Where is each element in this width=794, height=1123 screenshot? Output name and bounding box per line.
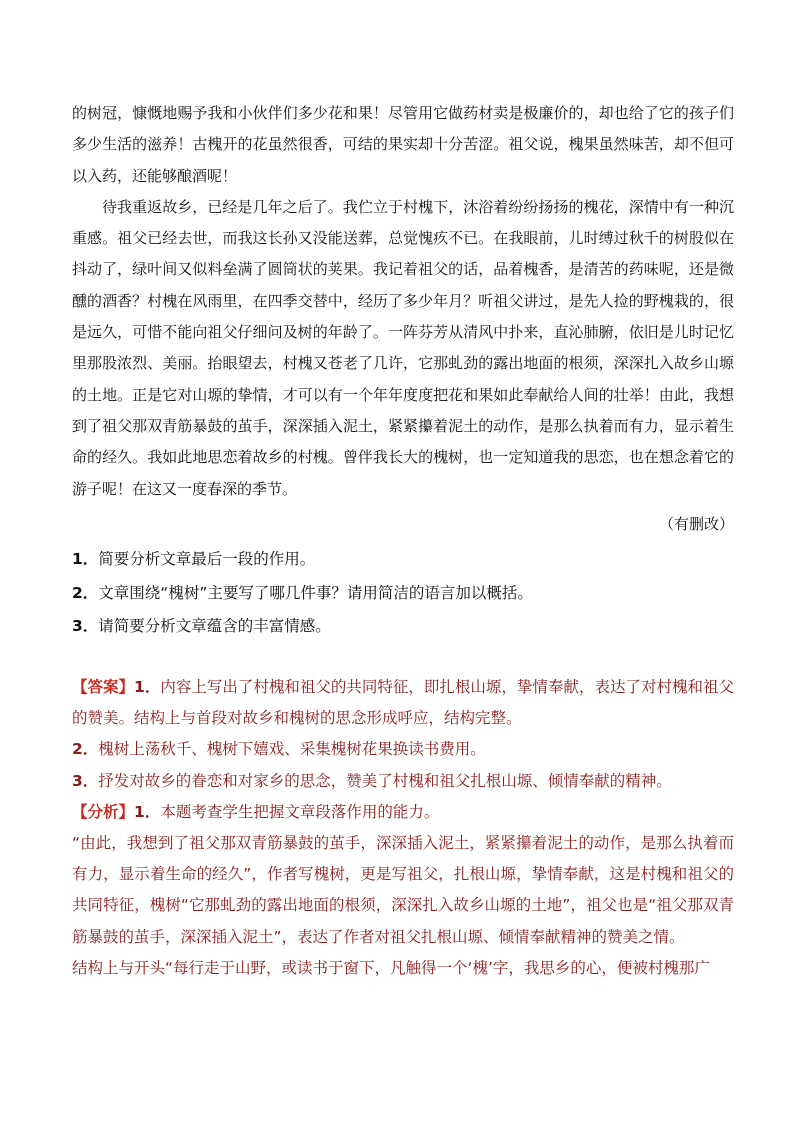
passage-paragraph-1: 的树冠，慷慨地赐予我和小伙伴们多少花和果！尽管用它做药材卖是极廉价的，却也给了它的孩子们多少生活的滋养！古槐开的花虽然很香，可结的果实却十分苦涩。祖父说，槐果虽然味苦，却不但可以入药，还能够酿酒呢！ xyxy=(72,104,734,185)
question-number: 3． xyxy=(72,617,99,635)
answer-number: 3． xyxy=(72,771,99,790)
question-text: 文章围绕“槐树”主要写了哪几件事？请用简洁的语言加以概括。 xyxy=(98,583,533,602)
analysis-paragraph-3: 结构上与开头“每行走于山野，或读书于窗下，凡触得一个‘槐’字，我思乡的心，便被村槐那广 xyxy=(72,958,710,977)
answer-tag: 【答案】 xyxy=(72,678,135,696)
answer-text: 抒发对故乡的眷恋和对家乡的思念，赞美了村槐和祖父扎根山塬、倾情奉献的精神。 xyxy=(98,771,672,790)
question-number: 2． xyxy=(72,583,99,602)
answer-text: 槐树上荡秋千、槐树下嬉戏、采集槐树花果换读书费用。 xyxy=(98,740,486,759)
analysis-number: 1． xyxy=(134,802,161,821)
question-item xyxy=(72,577,734,611)
question-text: 简要分析文章最后一段的作用。 xyxy=(98,550,316,568)
answer-number: 1． xyxy=(134,678,161,696)
analysis-tag: 【分析】 xyxy=(72,802,135,821)
analysis-text: 本题考查学生把握文章段落作用的能力。 xyxy=(160,802,440,821)
question-list xyxy=(72,543,734,644)
source-note: （有删改） xyxy=(658,515,734,533)
question-number: 1． xyxy=(72,550,99,568)
answer-item-3 xyxy=(72,766,734,797)
analysis-item-1 xyxy=(72,797,734,828)
answer-item-2 xyxy=(72,734,734,765)
analysis-paragraph-2: “由此，我想到了祖父那双青筋暴鼓的茧手，深深插入泥土，紧紧攥着泥土的动作，是那么执着而有力，显示着生命的经久”，作者写槐树，更是写祖父，扎根山塬，挚情奉献，这是村槐和祖父的共同特征，槐树“它那虬劲的露出地面的根须，深深扎入故乡山塬的土地”，祖父也是“祖父那双青筋暴鼓的茧手，深深插入泥土”，表达了作者对祖父扎根山塬、倾情奉献精神的赞美之情。 xyxy=(72,834,734,946)
question-text: 请简要分析文章蕴含的丰富情感。 xyxy=(98,617,331,635)
question-item xyxy=(72,543,734,577)
passage xyxy=(72,98,734,505)
question-item xyxy=(72,610,734,644)
answer-section xyxy=(72,672,734,984)
passage-paragraph-2: 待我重返故乡，已经是几年之后了。我伫立于村槐下，沐浴着纷纷扬扬的槐花，深情中有一种沉重感。祖父已经去世，而我这长孙又没能送葬，总觉愧疚不已。在我眼前，儿时缚过秋千的树股似在抖动了，绿叶间又似料垒满了圆筒状的荚果。我记着祖父的话，品着槐香，是清苦的药味呢，还是微醺的酒香？村槐在风雨里，在四季交替中，经历了多少年月？听祖父讲过，是先人捡的野槐栽的，很是远久，可惜不能向祖父仔细问及树的年龄了。一阵芬芳从清风中扑来，直沁肺腑，依旧是儿时记忆里那股浓烈、美丽。抬眼望去，村槐又苍老了几许，它那虬劲的露出地面的根须，深深扎入故乡山塬的土地。正是它对山塬的挚情，才可以有一个年年度度把花和果如此奉献给人间的壮举！由此，我想到了祖父那双青筋暴鼓的茧手，深深插入泥土，紧紧攥着泥土的动作，是那么执着而有力，显示着生命的经久。我如此地思恋着故乡的村槐。曾伴我长大的槐树，也一定知道我的思恋，也在想念着它的游子呢！在这又一度春深的季节。 xyxy=(72,197,734,498)
answer-text: 内容上写出了村槐和祖父的共同特征，即扎根山塬，挚情奉献，表达了对村槐和祖父的赞美。结构上与首段对故乡和槐树的思念形成呼应，结构完整。 xyxy=(72,678,734,728)
answer-item-1 xyxy=(72,672,734,734)
answer-number: 2． xyxy=(72,740,99,759)
